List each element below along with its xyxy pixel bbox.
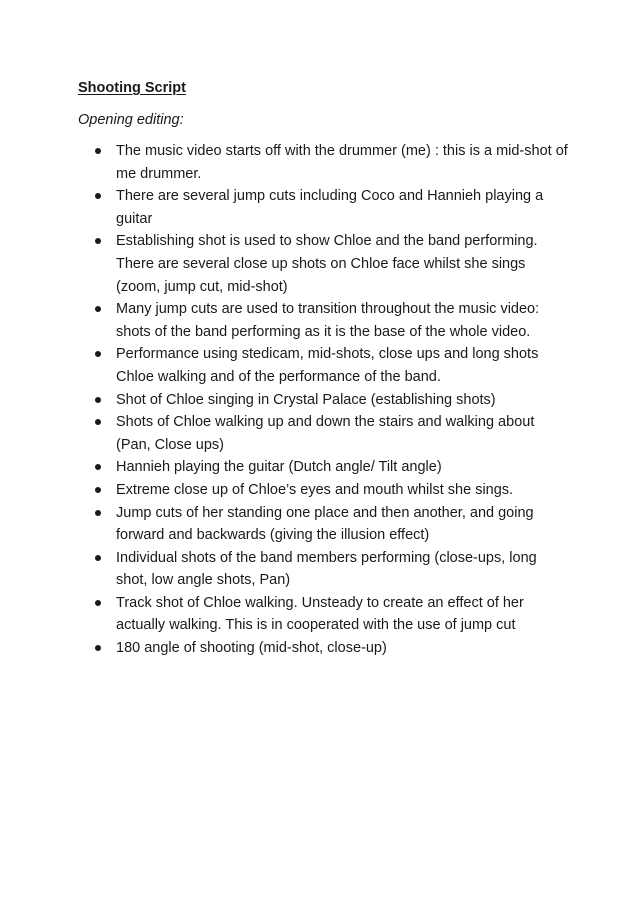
bullet-icon	[95, 555, 101, 561]
list-item	[78, 343, 568, 388]
list-item	[78, 389, 568, 412]
list-item	[78, 298, 568, 343]
list-item-text: Individual shots of the band members performing (close-ups, long shot, low angle shots, Pan)	[116, 549, 537, 589]
bullet-icon	[95, 645, 101, 651]
page-title: Shooting Script	[78, 80, 186, 96]
list-item	[78, 592, 568, 637]
list-item	[78, 140, 568, 185]
list-item-text: Track shot of Chloe walking. Unsteady to create an effect of her actually walking. This is in cooperated with the use of jump cut	[116, 594, 524, 634]
bullet-icon	[95, 397, 101, 403]
section-subtitle: Opening editing:	[78, 112, 184, 128]
list-item-text: 180 angle of shooting (mid-shot, close-up)	[116, 640, 387, 657]
list-item-text: Shot of Chloe singing in Crystal Palace (establishing shots)	[116, 391, 496, 408]
bullet-icon	[95, 487, 101, 493]
list-item	[78, 479, 568, 502]
list-item-text: Jump cuts of her standing one place and then another, and going forward and backwards (giving the illusion effect)	[116, 504, 534, 544]
bullet-icon	[95, 351, 101, 357]
list-item-text: Extreme close up of Chloe’s eyes and mouth whilst she sings.	[116, 481, 514, 498]
list-item	[78, 185, 568, 230]
list-item	[78, 456, 568, 479]
list-item-text: Hannieh playing the guitar (Dutch angle/ Tilt angle)	[116, 459, 442, 476]
shot-list	[78, 140, 568, 660]
list-item-text: Establishing shot is used to show Chloe and the band performing. There are several close up shots on Chloe face whilst she sings (zoom, jump cut, mid-shot)	[116, 233, 538, 295]
bullet-icon	[95, 510, 101, 516]
bullet-icon	[95, 419, 101, 425]
list-item	[78, 637, 568, 660]
list-item	[78, 411, 568, 456]
list-item	[78, 502, 568, 547]
bullet-icon	[95, 464, 101, 470]
list-item	[78, 547, 568, 592]
list-item-text: Shots of Chloe walking up and down the stairs and walking about (Pan, Close ups)	[116, 414, 535, 453]
list-item-text: Performance using stedicam, mid-shots, close ups and long shots Chloe walking and of the performance of the band.	[116, 346, 539, 385]
list-item	[78, 230, 568, 298]
bullet-icon	[95, 148, 101, 154]
list-item-text: Many jump cuts are used to transition throughout the music video: shots of the band performing as it is the base of the whole video.	[116, 301, 540, 340]
list-item-text: There are several jump cuts including Coco and Hannieh playing a guitar	[116, 188, 544, 227]
bullet-icon	[95, 193, 101, 199]
list-item-text: The music video starts off with the drummer (me) : this is a mid-shot of me drummer.	[116, 143, 568, 182]
bullet-icon	[95, 600, 101, 606]
bullet-icon	[95, 306, 101, 312]
bullet-icon	[95, 238, 101, 244]
